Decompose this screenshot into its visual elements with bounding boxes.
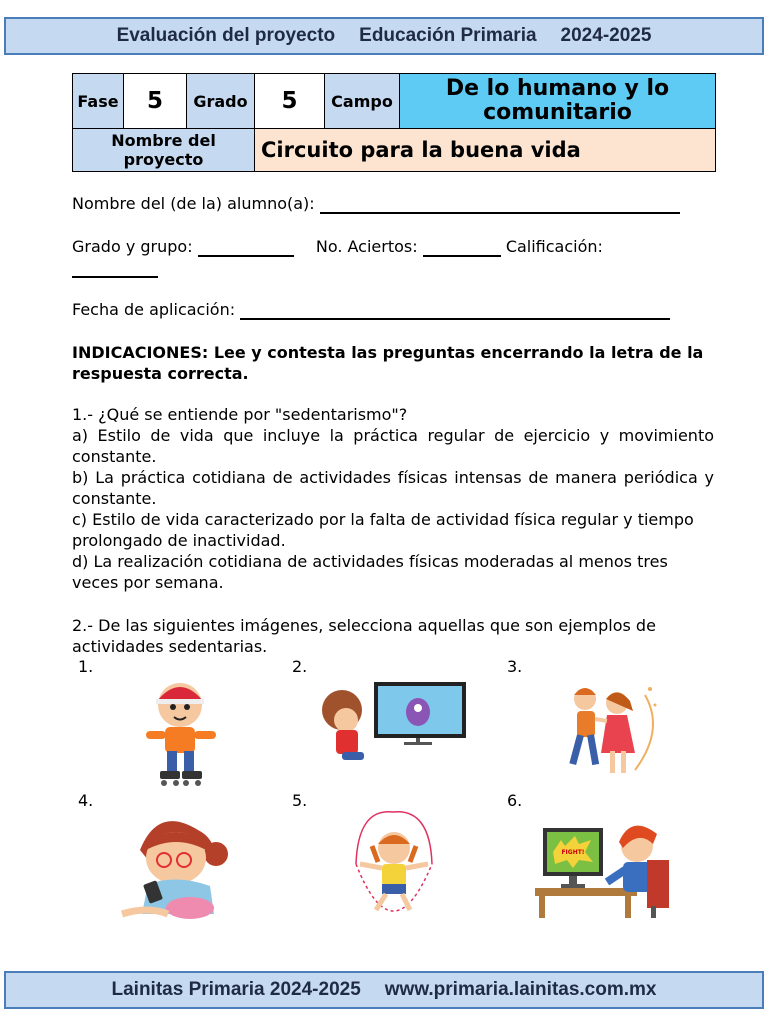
option-b: b) La práctica cotidiana de actividades físicas intensas de manera periódica y constante.	[72, 468, 714, 508]
dancing-kids-illustration[interactable]	[555, 675, 665, 785]
date-line[interactable]	[240, 302, 670, 320]
campo-label: Campo	[325, 74, 400, 129]
student-name-label: Nombre del (de la) alumno(a):	[72, 194, 315, 213]
header-level: Educación Primaria	[359, 25, 537, 46]
grade-row	[72, 236, 603, 257]
girl-with-phone-illustration[interactable]	[118, 810, 240, 925]
game-screen-text: FIGHT!	[561, 849, 585, 856]
question-1	[72, 404, 714, 593]
project-name-label: Nombre del proyecto	[73, 129, 255, 172]
option-c: c) Estilo de vida caracterizado por la falta de actividad física regular y tiempo prolongado de inactividad.	[72, 510, 694, 550]
footer-banner	[4, 971, 764, 1009]
score-label: Calificación:	[505, 237, 603, 256]
hits-line[interactable]	[423, 239, 501, 257]
project-name-value: Circuito para la buena vida	[255, 129, 716, 172]
hits-label: No. Aciertos:	[315, 237, 418, 256]
image-number-6: 6.	[507, 791, 523, 810]
image-number-5: 5.	[292, 791, 308, 810]
grado-value: 5	[255, 74, 325, 129]
project-info-table	[72, 73, 716, 172]
footer-brand: Lainitas Primaria 2024-2025	[111, 979, 361, 1000]
student-name-field	[72, 193, 680, 214]
footer-url[interactable]: www.primaria.lainitas.com.mx	[384, 979, 657, 1000]
header-year: 2024-2025	[560, 25, 652, 46]
question-2-prompt: 2.- De las siguientes imágenes, selecciona aquellas que son ejemplos de actividades sedentarias.	[72, 616, 656, 656]
fase-value: 5	[124, 74, 187, 129]
date-label: Fecha de aplicación:	[72, 300, 236, 319]
option-d: d) La realización cotidiana de actividades físicas moderadas al menos tres veces por semana.	[72, 552, 668, 592]
score-line-row	[72, 257, 158, 278]
date-field	[72, 299, 670, 320]
score-line[interactable]	[72, 260, 158, 278]
grade-group-line[interactable]	[198, 239, 294, 257]
skater-kid-illustration[interactable]	[130, 675, 230, 790]
kid-watching-tv-illustration[interactable]	[318, 680, 468, 770]
header-banner	[4, 17, 764, 55]
question-1-prompt: 1.- ¿Qué se entiende por "sedentarismo"?	[72, 405, 408, 424]
fase-label: Fase	[73, 74, 124, 129]
image-number-3: 3.	[507, 657, 523, 676]
image-number-2: 2.	[292, 657, 308, 676]
boy-playing-videogame-illustration[interactable]	[535, 810, 675, 920]
girl-jumping-rope-illustration[interactable]	[338, 808, 448, 923]
grade-group-label: Grado y grupo:	[72, 237, 193, 256]
grado-label: Grado	[187, 74, 255, 129]
student-name-line[interactable]	[320, 196, 680, 214]
image-number-4: 4.	[78, 791, 94, 810]
option-a: a) Estilo de vida que incluye la práctica regular de ejercicio y movimiento constante.	[72, 426, 714, 466]
image-number-1: 1.	[78, 657, 94, 676]
instructions: INDICACIONES: Lee y contesta las preguntas encerrando la letra de la respuesta correcta.	[72, 343, 704, 383]
header-title: Evaluación del proyecto	[116, 25, 336, 46]
campo-value: De lo humano y lo comunitario	[400, 74, 716, 129]
